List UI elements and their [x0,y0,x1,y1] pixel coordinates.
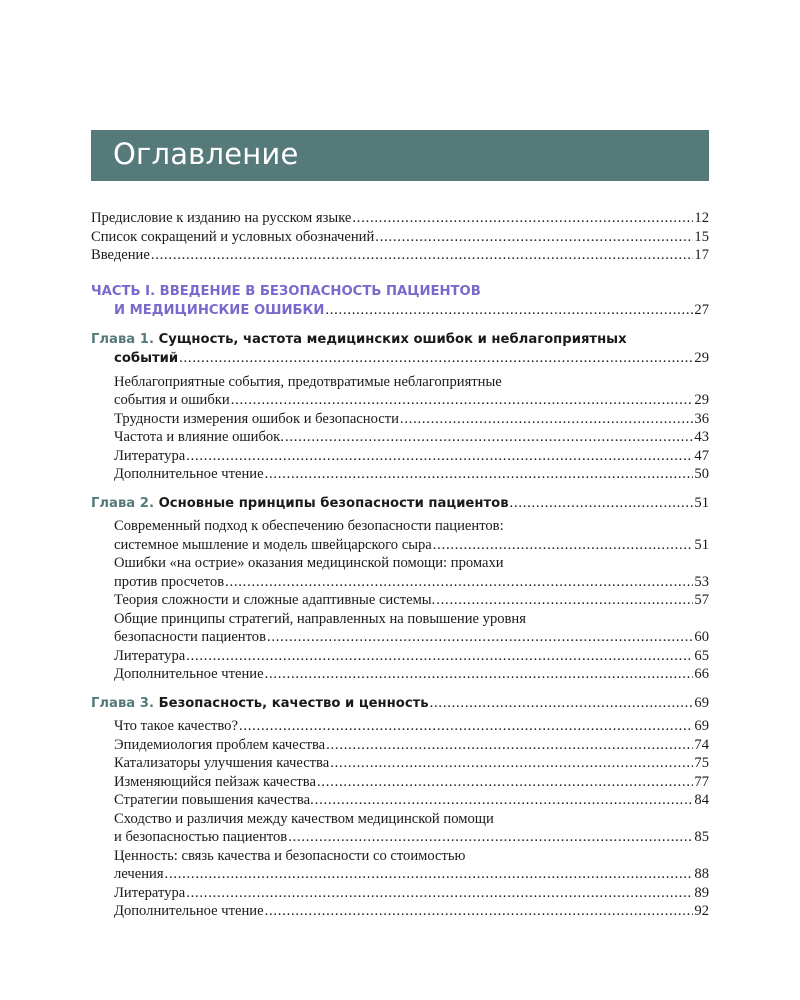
toc-entry[interactable] [114,902,709,921]
entry-title: Литература [114,447,186,464]
page-number: 85 [694,829,709,845]
entry-title: Сходство и различия между качеством медицинской помощи [114,810,494,827]
chapter-heading [91,495,509,514]
leader-dots [375,228,693,247]
page-number: 77 [694,773,709,790]
chapter-title-line2: событий [114,351,179,366]
page-number: 15 [694,228,709,245]
chapter-number: Глава 1. [91,331,154,347]
page-number: 29 [694,392,709,408]
leader-dots [433,536,694,555]
entry-title-line2: против просчетов [114,573,225,590]
page-number: 92 [694,903,709,919]
toc-entry[interactable] [114,610,709,647]
leader-dots [325,301,693,320]
leader-dots [352,209,693,228]
toc-entry[interactable] [114,465,709,484]
page-number: 88 [694,866,709,882]
entry-title: Эпидемиология проблем качества [114,736,326,753]
toc-entry[interactable] [114,373,709,410]
toc-chapter-3[interactable] [91,694,709,714]
chapter-2-items [91,517,709,684]
leader-dots [265,665,694,684]
leader-dots [400,410,693,429]
page-number: 17 [694,247,709,263]
page-number: 69 [694,694,709,711]
leader-dots [267,628,693,647]
entry-title: Что такое качество? [114,718,238,734]
leader-dots [285,428,693,447]
chapter-title: Безопасность, качество и ценность [158,695,429,711]
entry-title-line2: системное мышление и модель швейцарского сыра [114,536,432,553]
toc-entry[interactable] [114,791,709,810]
toc-entry[interactable] [114,447,709,466]
chapter-title: Основные принципы безопасности пациентов [158,495,509,511]
page-number: 43 [694,429,709,445]
entry-title: Введение [91,247,150,263]
leader-dots [265,902,694,921]
page-number: 36 [694,410,709,427]
entry-title: Дополнительное чтение [114,903,264,919]
toc-chapter-2[interactable] [91,494,709,514]
toc-entry[interactable] [114,884,709,903]
leader-dots [179,349,693,368]
page-number: 51 [694,494,709,511]
table-of-contents [91,209,709,921]
page-number: 89 [694,884,709,901]
page-number: 57 [694,592,709,608]
toc-entry[interactable] [114,754,709,773]
chapter-3-items [91,717,709,921]
entry-title: Дополнительное чтение [114,466,264,482]
page-number: 29 [694,350,709,366]
page-number: 51 [694,536,709,553]
entry-title: Катализаторы улучшения качества [114,755,330,771]
toc-entry[interactable] [114,736,709,755]
page-number: 12 [694,210,709,226]
page-number: 53 [694,573,709,590]
toc-entry-preface[interactable] [91,209,709,228]
entry-title-line2: безопасности пациентов [114,629,266,645]
leader-dots [510,494,694,513]
leader-dots [165,865,694,884]
leader-dots [231,391,694,410]
leader-dots [225,573,693,592]
entry-title-line2: и безопасностью пациентов [114,829,288,845]
entry-title: Трудности измерения ошибок и безопасности [114,410,399,427]
page-number: 47 [694,447,709,464]
leader-dots [186,647,693,666]
leader-dots [239,717,693,736]
page-number: 66 [694,666,709,682]
toc-entry[interactable] [114,517,709,554]
part-heading-line2: И МЕДИЦИНСКИЕ ОШИБКИ [114,303,325,318]
toc-entry[interactable] [114,647,709,666]
toc-entry[interactable] [114,810,709,847]
toc-entry[interactable] [114,847,709,884]
entry-title: Литература [114,884,186,901]
entry-title: Литература [114,647,186,664]
entry-title: Современный подход к обеспечению безопасности пациентов: [114,518,504,534]
entry-title: Стратегии повышения качества. [114,792,314,808]
page-number: 60 [694,629,709,645]
leader-dots [326,736,693,755]
entry-title: Изменяющийся пейзаж качества [114,773,316,790]
toc-entry[interactable] [114,665,709,684]
chapter-title: Сущность, частота медицинских ошибок и неблагоприятных [158,331,627,347]
page-number: 50 [694,466,709,482]
entry-title: Ошибки «на острие» оказания медицинской помощи: промахи [114,555,504,571]
toc-entry[interactable] [114,428,709,447]
page-number: 75 [694,755,709,771]
entry-title: Ценность: связь качества и безопасности со стоимостью [114,847,466,864]
leader-dots [330,754,693,773]
toc-chapter-1[interactable] [91,331,709,369]
chapter-number: Глава 3. [91,695,154,711]
entry-title-line2: события и ошибки [114,392,230,408]
leader-dots [186,447,693,466]
page-number: 69 [694,718,709,734]
entry-title: Предисловие к изданию на русском языке [91,210,352,226]
entry-title: Теория сложности и сложные адаптивные системы. [114,592,436,608]
leader-dots [265,465,694,484]
entry-title: Общие принципы стратегий, направленных на повышение уровня [114,610,526,627]
title-banner [91,130,709,181]
chapter-number: Глава 2. [91,495,154,511]
toc-entry-abbreviations[interactable] [91,228,709,247]
entry-title: Неблагоприятные события, предотвратимые неблагоприятные [114,373,502,390]
leader-dots [288,828,693,847]
leader-dots [436,591,693,610]
entry-title: Частота и влияние ошибок. [114,429,284,445]
entry-title: Список сокращений и условных обозначений [91,228,375,245]
toc-entry[interactable] [114,591,709,610]
part-heading-line1: ЧАСТЬ I. ВВЕДЕНИЕ В БЕЗОПАСНОСТЬ ПАЦИЕНТОВ [91,283,481,299]
page-number: 27 [694,302,709,318]
page-number: 65 [694,647,709,664]
page-number: 84 [694,792,709,808]
toc-entry[interactable] [114,717,709,736]
toc-entry[interactable] [114,410,709,429]
chapter-heading-line1 [91,331,709,350]
leader-dots [315,791,694,810]
chapter-heading [91,695,429,714]
entry-title-line2: лечения [114,866,164,882]
toc-part-1[interactable] [91,283,709,321]
leader-dots [317,773,693,792]
toc-entry[interactable] [114,554,709,591]
chapter-1-items [91,373,709,484]
entry-title: Дополнительное чтение [114,666,264,682]
leader-dots [151,246,694,265]
page-title: Оглавление [113,137,299,171]
toc-entry[interactable] [114,773,709,792]
page-number: 74 [694,736,709,753]
leader-dots [430,694,694,713]
toc-entry-introduction[interactable] [91,246,709,265]
leader-dots [186,884,693,903]
